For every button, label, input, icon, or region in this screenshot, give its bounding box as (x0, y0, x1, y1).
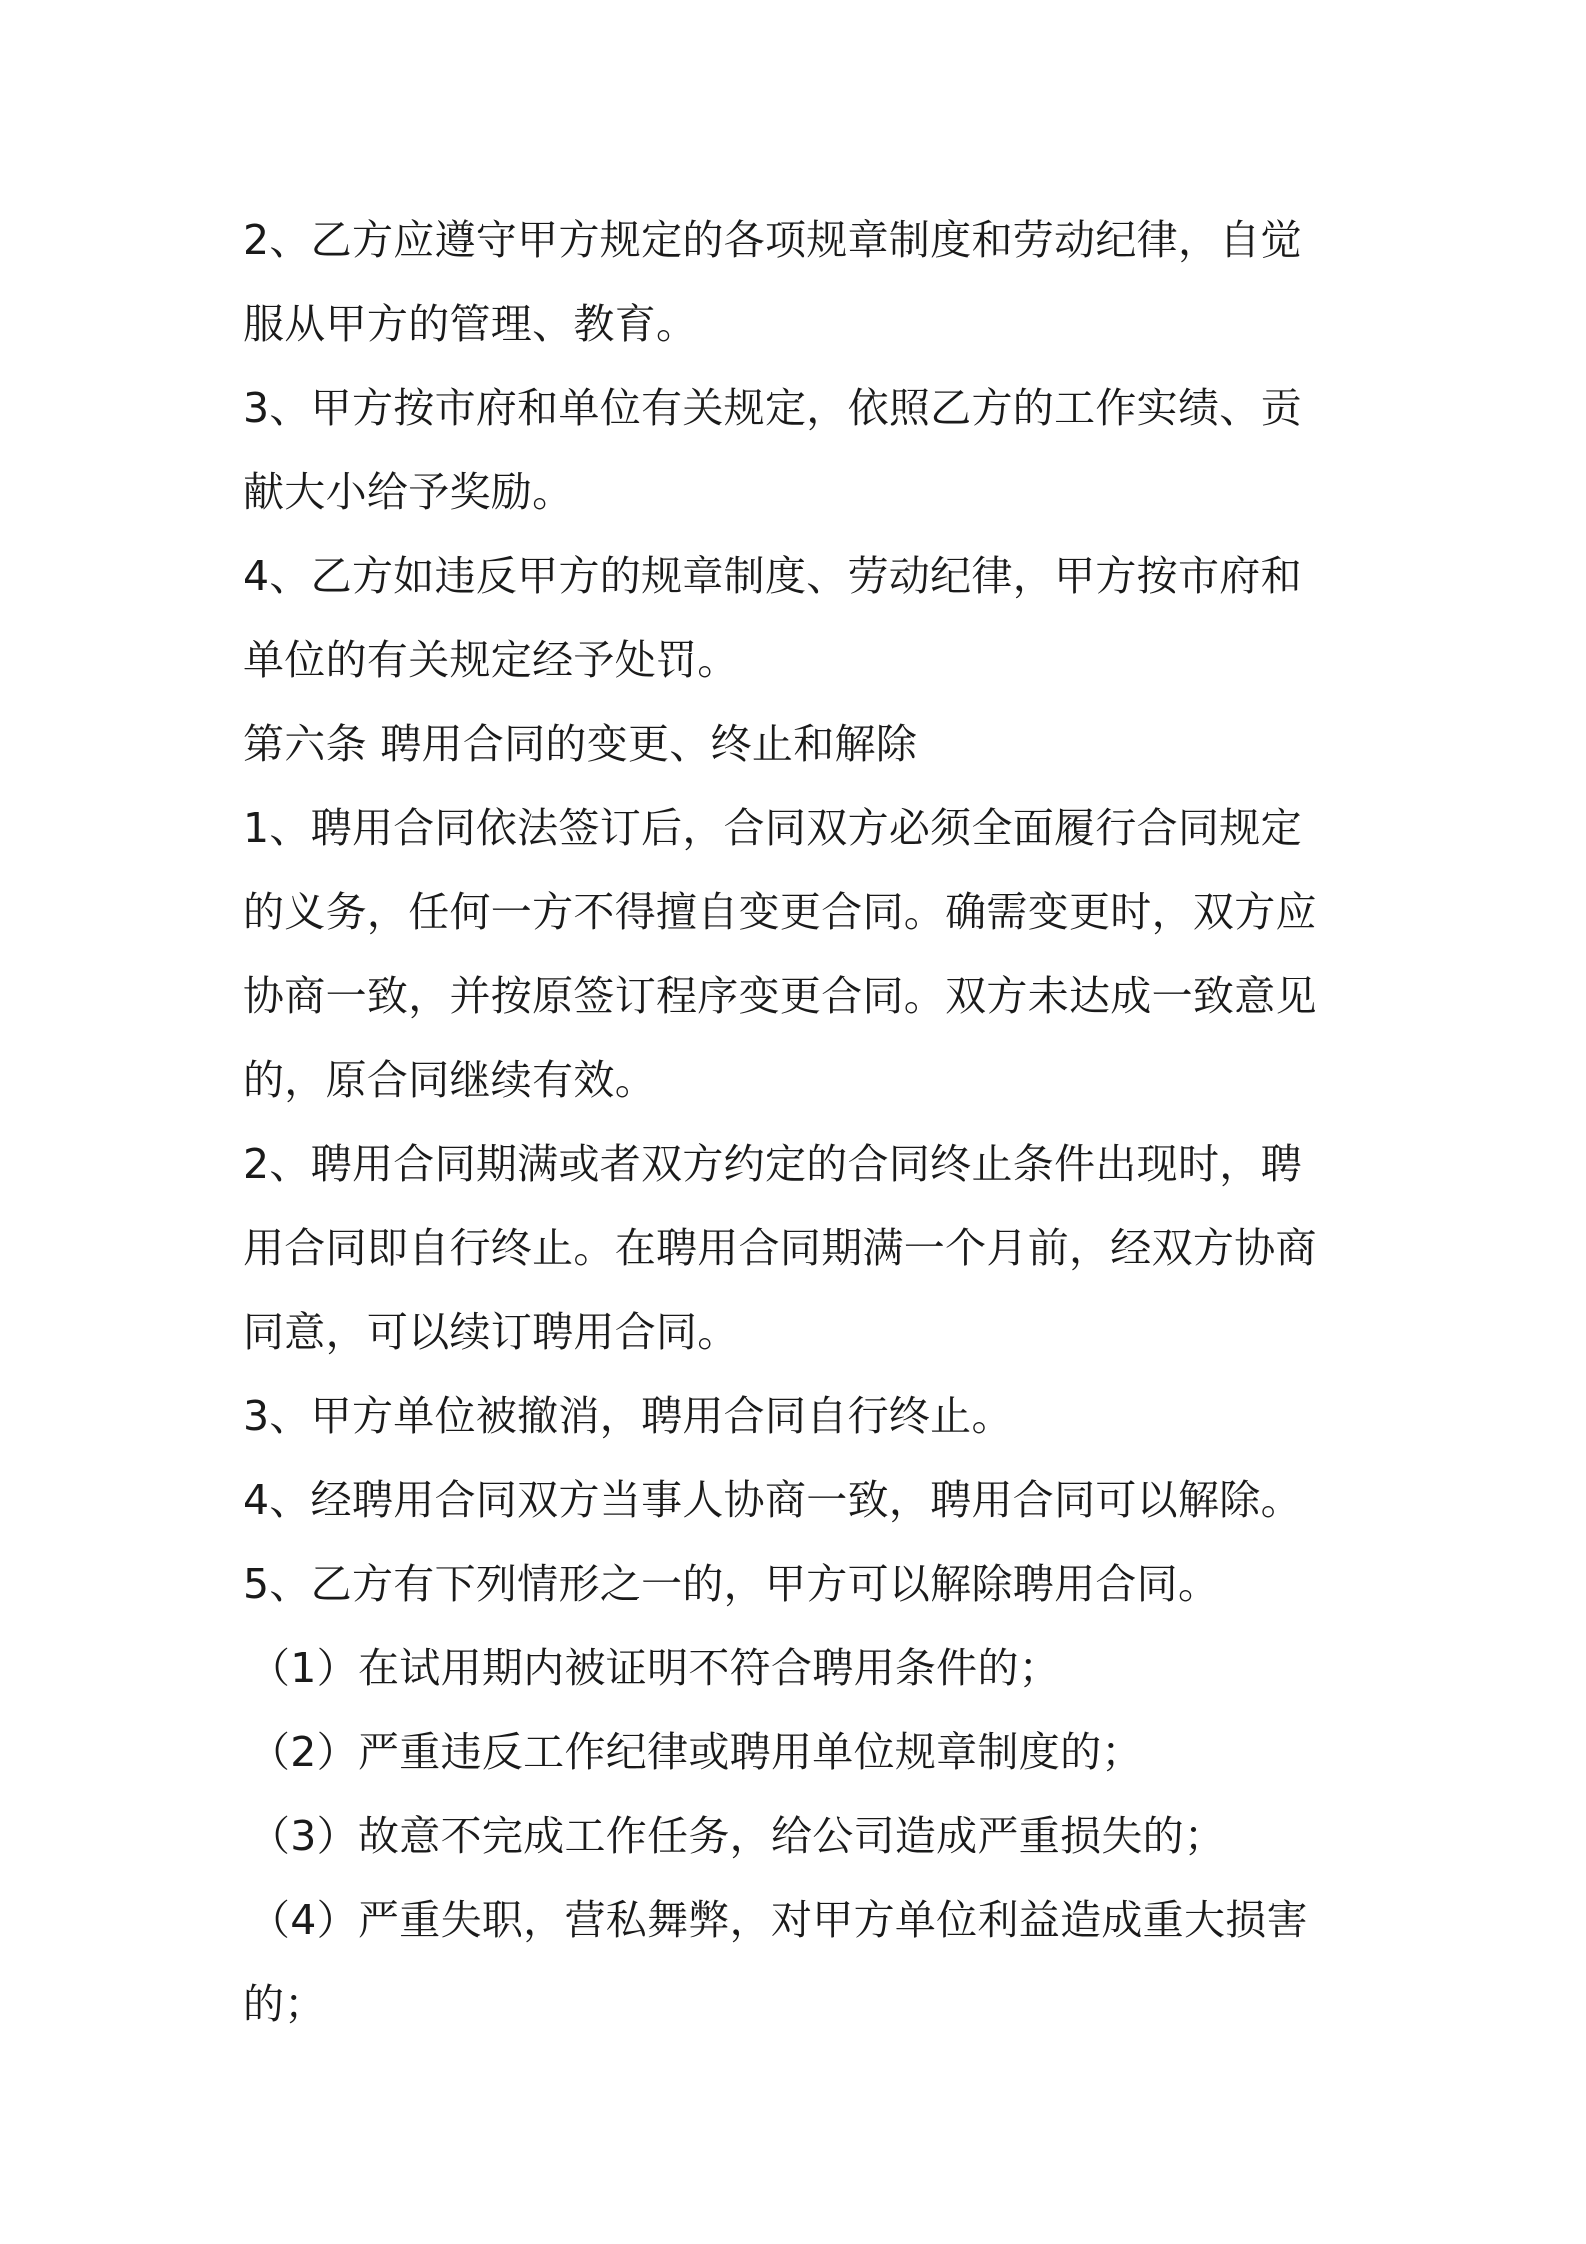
clause-5-item-2-line-2: 服从甲方的管理、教育。 (243, 300, 698, 348)
clause-6-item-5-sub-3: （3）故意不完成工作任务，给公司造成严重损失的； (249, 1812, 1226, 1860)
clause-6-item-4: 4、经聘用合同双方当事人协商一致，聘用合同可以解除。 (243, 1476, 1302, 1524)
clause-5-item-4-line-1: 4、乙方如违反甲方的规章制度、劳动纪律，甲方按市府和 (243, 552, 1302, 600)
clause-6-item-5-sub-4-line-1: （4）严重失职，营私舞弊，对甲方单位利益造成重大损害 (249, 1896, 1308, 1944)
clause-6-item-1-line-4: 的，原合同继续有效。 (243, 1056, 656, 1104)
clause-6-item-2-line-2: 用合同即自行终止。在聘用合同期满一个月前，经双方协商 (243, 1224, 1317, 1272)
clause-6-item-2-line-1: 2、聘用合同期满或者双方约定的合同终止条件出现时，聘 (243, 1140, 1302, 1188)
clause-6-item-5: 5、乙方有下列情形之一的，甲方可以解除聘用合同。 (243, 1560, 1220, 1608)
clause-6-item-5-sub-4-line-2: 的； (243, 1980, 326, 2028)
clause-5-item-3-line-2: 献大小给予奖励。 (243, 468, 574, 516)
clause-6-item-5-sub-2: （2）严重违反工作纪律或聘用单位规章制度的； (249, 1728, 1143, 1776)
clause-6-item-2-line-3: 同意，可以续订聘用合同。 (243, 1308, 739, 1356)
clause-6-item-1-line-1: 1、聘用合同依法签订后，合同双方必须全面履行合同规定 (243, 804, 1302, 852)
contract-text (243, 198, 1363, 2046)
clause-6-item-5-sub-1: （1）在试用期内被证明不符合聘用条件的； (249, 1644, 1061, 1692)
clause-5-item-3-line-1: 3、甲方按市府和单位有关规定，依照乙方的工作实绩、贡 (243, 384, 1302, 432)
clause-6-item-1-line-3: 协商一致，并按原签订程序变更合同。双方未达成一致意见 (243, 972, 1317, 1020)
clause-5-item-4-line-2: 单位的有关规定经予处罚。 (243, 636, 739, 684)
section-heading-article-6: 第六条 聘用合同的变更、终止和解除 (243, 720, 918, 768)
clause-6-item-1-line-2: 的义务，任何一方不得擅自变更合同。确需变更时，双方应 (243, 888, 1317, 936)
clause-5-item-2-line-1: 2、乙方应遵守甲方规定的各项规章制度和劳动纪律，自觉 (243, 216, 1302, 264)
clause-6-item-3: 3、甲方单位被撤消，聘用合同自行终止。 (243, 1392, 1013, 1440)
